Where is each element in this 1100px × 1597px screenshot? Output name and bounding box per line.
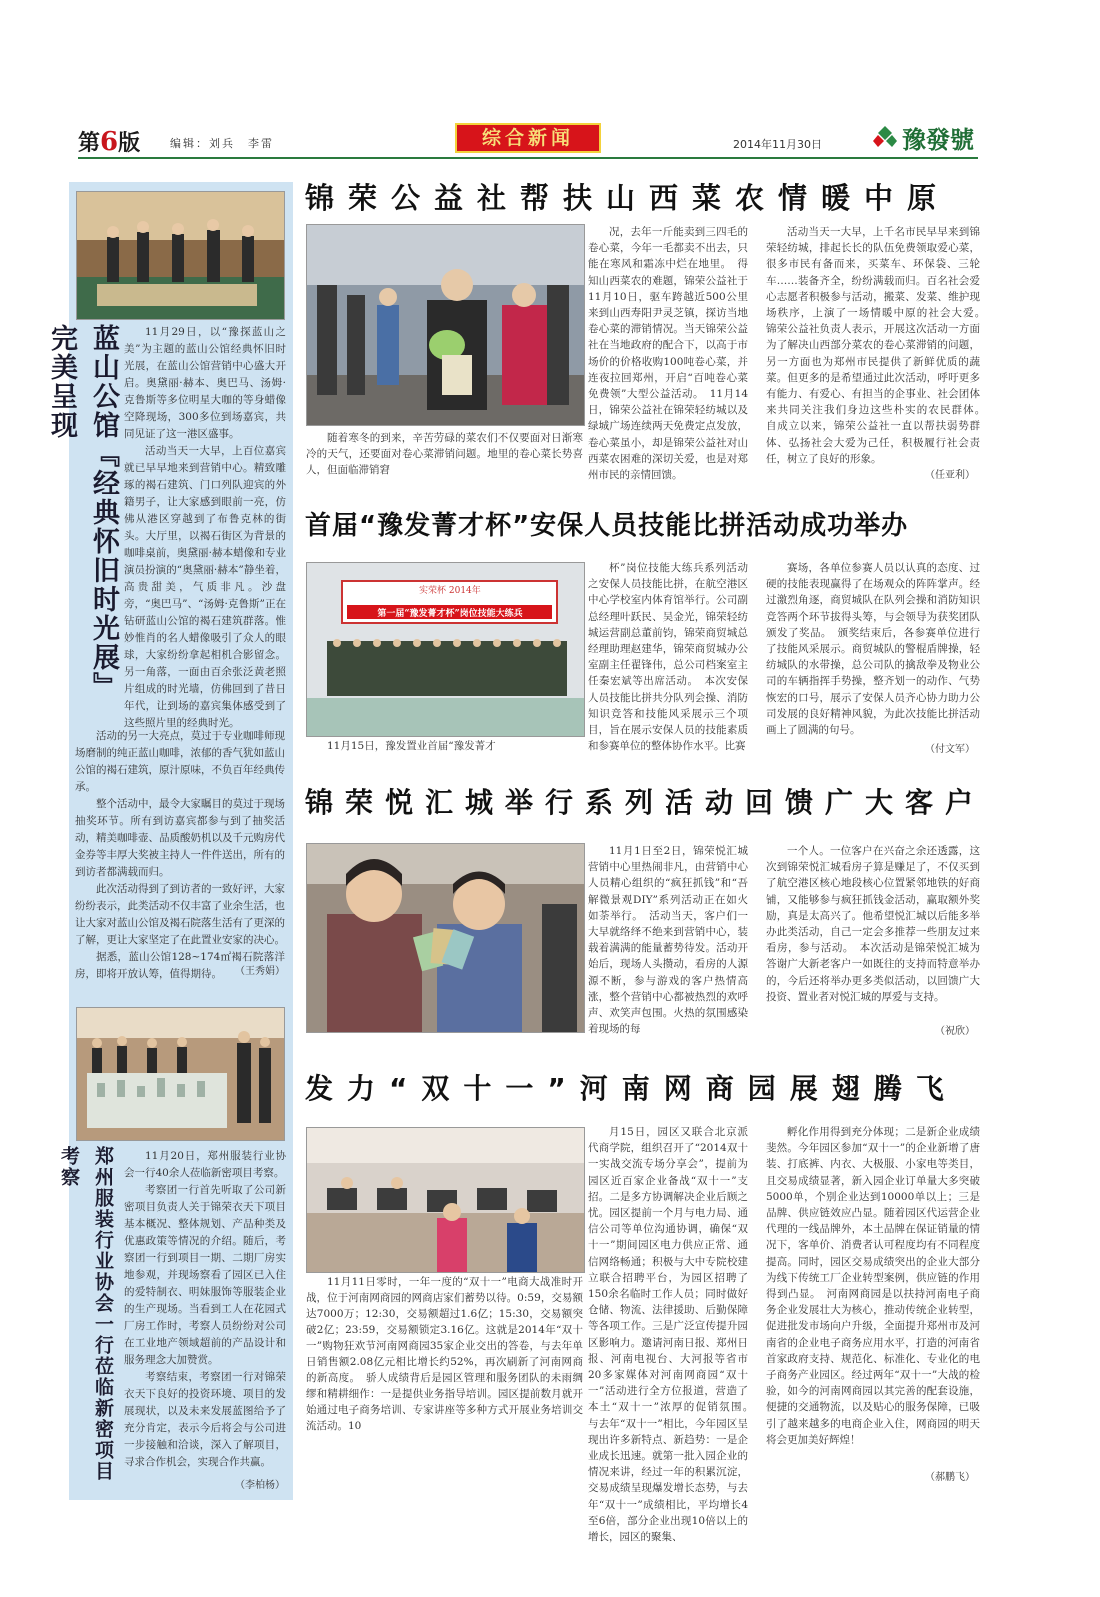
sidebar-article2-body: 11月20日，郑州服装行业协会一行40余人莅临新密项目考察。 考察团一行首先听取了公司新密项目负责人关于锦荣衣天下项目基本概况、整体规划、产品种类及优惠政策等情况的介绍。随后，考察团一行到项目一期、二期厂房实地参观，并现场察看了园区已入住的爱特制衣、明妹服饰等服装企业的生产现场。当看到工人在花园式厂房工作时，考察人员纷纷对公司在工业地产领域超前的产品设计和服务理念大加赞赏。 考察结束，考察团一行对锦荣衣天下良好的投资环境、项目的发展现状，以及未来发展蓝图给予了充分肯定，表示今后将会与公司进一步接触和洽谈，深入了解项目，寻求合作机会，实现合作共赢。	[124, 1150, 286, 1468]
article1-byline: （任亚利）	[925, 470, 975, 481]
article4-photo	[306, 1127, 585, 1273]
logo-text: 豫發號	[902, 125, 974, 154]
sidebar-article1-title: 蓝山公馆『经典怀旧时光展』完美呈现	[46, 324, 119, 701]
section-title: 综合新闻	[455, 123, 601, 153]
sidebar-article2-title: 郑州服装行业协会一行莅临新密项目考察	[58, 1146, 114, 1482]
leaf-logo-icon	[872, 125, 898, 151]
article3-col2: 11月1日至2日，锦荣悦汇城营销中心里热闹非凡，由营销中心人员精心组织的“疯狂抓钱”和“吾解微景观DIY”系列活动正在如火如荼举行。 活动当天，客户们一大早就络绎不绝来到营销中心，装载着满满的能量蓄势待发。活动开始后，现场人头攒动，看房的人源源不断，参与游戏的客户热情高涨，整个营销中心都被热烈的欢呼声、欢笑声包围。火热的氛围感染着现场的每	[588, 845, 748, 1036]
article2-banner-text: 第一届“豫发菁才杯”岗位技能大练兵	[377, 609, 523, 619]
sidebar-article1-byline: （王秀娟）	[235, 966, 285, 977]
article4-col2: 月15日，园区又联合北京派代商学院，组织召开了“2014双十一实战交流专场分享会”，提前为园区近百家企业备战“双十一”支招。二是多方协调解决企业后顾之忧。园区提前一个月与电力局、通信公司等单位沟通协调，确保“双十一”期间园区电力供应正常、通信网络畅通；积极与大中专院校建立联合招聘平台，为园区招聘了150余名临时工作人员；同时做好仓储、物流、法律援助、后勤保障等各项工作。三是广泛宣传提升园区影响力。邀请河南日报、郑州日报、河南电视台、大河报等省市20多家媒体对河南网商园“双十一”活动进行全方位报道，营造了本土“双十一”浓厚的促销氛围。 与去年“双十一”相比，今年园区呈现出许多新特点、新趋势：一是企业成长迅速。就第一批入园企业的情况来讲，经过一年的积累沉淀，交易成绩呈现爆发增长态势，与去年“双十一”成绩相比，平均增长4至6倍，部分企业出现10倍以上的增长，园区的聚集、	[588, 1126, 759, 1544]
editors-line: 编辑：刘兵 李雷	[170, 137, 274, 150]
article2-headline: 首届“豫发菁才杯”安保人员技能比拼活动成功举办	[305, 511, 909, 541]
article4-byline: （郝鹏飞）	[925, 1472, 975, 1483]
masthead-logo	[872, 120, 974, 155]
article2-byline: （付文军）	[925, 744, 975, 755]
article4-headline: 发力“双十一”河南网商园展翅腾飞	[305, 1072, 958, 1105]
issue-date: 2014年11月30日	[733, 138, 822, 151]
article3-photo	[306, 843, 585, 1033]
header-rule	[78, 157, 978, 159]
article1-caption: 随着寒冬的到来，辛苦劳碌的菜农们不仅要面对日渐寒冷的天气，还要面对卷心菜滞销问题。地里的卷心菜长势喜人，但面临滞销窘	[306, 432, 583, 476]
article1-col2: 况，去年一斤能卖到三四毛的卷心菜，今年一毛都卖不出去，只能在寒风和霜冻中烂在地里。 得知山西菜农的难题，锦荣公益社于11月10日，驱车跨越近500公里来到山西寿阳尹灵芝镇，探访当地卷心菜的滞销情况。当天锦荣公益社在当地政府的配合下，以高于市场价的价格收购100吨卷心菜，并连夜拉回郑州，开启“百吨卷心菜免费领”大型公益活动。 11月14日，锦荣公益社在锦荣轻纺城以及绿城广场连续两天免费定点发放，卷心菜虽小，却是锦荣公益社对山西菜农困难的深切关爱，也是对郑州市民的亲情回馈。	[588, 226, 748, 482]
article2-col3: 赛场，各单位参赛人员以认真的态度、过硬的技能表现赢得了在场观众的阵阵掌声。经过激烈角逐，商贸城队在队列会操和消防知识竞答两个环节拔得头筹，与会领导为获奖团队颁发了奖品。 颁奖结束后，各参赛单位进行了技能风采展示。商贸城队的警棍盾牌操，轻纺城队的水带操，总公司队的擒敌拳及物业公司的车辆指挥手势操，整齐划一的动作、气势恢宏的口号，展示了安保人员齐心协力助力公司发展的良好精神风貌，为此次技能比拼活动画上了圆满的句号。	[766, 562, 980, 737]
sidebar-article2-byline: （李柏杨）	[235, 1480, 285, 1491]
article2-caption: 11月15日，豫发置业首届“豫发菁才	[327, 740, 496, 752]
sidebar-photo-waxworks	[76, 191, 285, 320]
article3-col3: 一个人。一位客户在兴奋之余还透露，这次到锦荣悦汇城看房子算是赚足了，不仅买到了航空港区核心地段核心位置紧邻地铁的好商铺，又能够参与疯狂抓钱金活动，赢取额外奖励，真是太高兴了。他希望悦汇城以后能多举办此类活动，自己一定会多推荐一些朋友过来看房，参与活动。 本次活动是锦荣悦汇城为答谢广大新老客户一如既往的支持而特意举办的，今后还将举办更多类似活动，以回馈广大投资、置业者对悦汇城的厚爱与支持。	[766, 845, 980, 1003]
article3-byline: （祝欣）	[935, 1026, 975, 1037]
article2-photo	[306, 562, 585, 737]
sidebar-photo-inspection	[76, 1007, 285, 1141]
article4-caption: 11月11日零时，一年一度的“双十一”电商大战准时开战，位于河南网商园的网商店家们蓄势以待。0:59，交易额达7000万；12:30，交易额超过1.6亿；15:30，交易额突破2亿；23:59，交易额锁定3.16亿。这就是2014年“双十一”购物狂欢节河南网商园35家企业交出的答卷，与去年单日销售额2.08亿元相比增长约52%，再次刷新了河南网商的新高度。 骄人成绩背后是园区管理和服务团队的未雨绸缪和精耕细作：一是提供业务指导培训。园区提前数月就开始通过电子商务培训、专家讲座等多种方式开展业务培训交流活动。10	[306, 1276, 583, 1432]
article4-col3: 孵化作用得到充分体现；二是新企业成绩斐然。今年园区参加“双十一”的企业新增了唐装、打底裤、内衣、大极服、小家电等类目，且交易成绩显著，新入园企业订单量大多突破5000单，个别企业达到10000单以上；三是品牌、供应链效应凸显。随着园区代运营企业代理的一线品牌外，本土品牌在保证销量的情况下，客单价、消费者认可程度均有不同程度提高。同时，园区交易成绩突出的企业大部分为线下传统工厂企业转型案例，供应链的作用得到凸显。 河南网商园是以扶持河南电子商务企业发展壮大为核心，推动传统企业转型，促进批发市场向户升级，全面提升郑州市及河南省的企业电子商务应用水平，打造的河南省首家政府支持、规范化、标准化、专业化的电子商务产业园区。经过两年“双十一”大战的检验，如今的河南网商园以其完善的配套设施，便捷的交通物流，以及贴心的服务保障，已吸引了越来越多的电商企业入住，网商园的明天将会更加美好辉煌！	[766, 1126, 980, 1446]
article3-headline: 锦荣悦汇城举行系列活动回馈广大客户	[305, 786, 986, 819]
article1-col3: 活动当天一大早，上千名市民早早来到锦荣轻纺城，排起长长的队伍免费领取爱心菜，很多市民有备而来，买菜车、环保袋、三轮车……装备齐全，纷纷满载而归。百名社会爱心志愿者积极参与活动，搬菜、发菜、维护现场秩序，上演了一场情暖中原的社会大爱。 锦荣公益社负责人表示，开展这次活动一方面为了解决山西部分菜农的卷心菜滞销的问题，另一方面也为郑州市民提供了新鲜优质的蔬菜。但更多的是希望通过此次活动，呼吁更多有能力、有爱心、有担当的企事业、社会团体来共同关注我们身边这些朴实的农民群体。 自成立以来，锦荣公益社一直以帮扶弱势群体、弘扬社会大爱为己任，积极履行社会责任，树立了良好的形象。	[766, 226, 991, 465]
article2-banner-small: 实荣杯 2014年	[419, 586, 481, 596]
sidebar-article1-intro: 11月29日，以“豫探蓝山之美”为主题的蓝山公馆经典怀旧时光展，在蓝山公馆营销中心盛大开启。奥黛丽·赫本、奥巴马、汤姆·克鲁斯等多位明星大咖的等身蜡像空降现场，300多位到场嘉宾，共同见证了这一港区盛事。 活动当天一大早，上百位嘉宾就已早早地来到营销中心。精致雕琢的褐石建筑、门口列队迎宾的外籍男子，让大家感到眼前一亮，仿佛从港区穿越到了布鲁克林的街头。大厅里，以褐石街区为背景的咖啡桌前，奥黛丽·赫本蜡像和专业演员扮演的“奥黛丽·赫本”静坐着，高贵甜美，气质非凡。沙盘旁，“奥巴马”、“汤姆·克鲁斯”正在钻研蓝山公馆的褐石建筑群落。惟妙惟肖的名人蜡像吸引了众人的眼球，大家纷纷拿起相机合影留念。另一角落，一面由百余张泛黄老照片组成的时光墙，仿佛回到了昔日年代，让到场的嘉宾集体感受到了这些照片里的经典时光。	[124, 326, 286, 729]
sidebar-article1-body: 活动的另一大亮点，莫过于专业咖啡师现场磨制的纯正蓝山咖啡，浓郁的香气犹如蓝山公馆的褐石建筑，原汁原味，不负百年经典传承。 整个活动中，最令大家瞩目的莫过于现场抽奖环节。所有到访嘉宾都参与到了抽奖活动，精美咖啡壶、品质酸奶机以及千元购房代金券等丰厚大奖被主持人一件件送出，所有的到访者都满载而归。 此次活动得到了到访者的一致好评，大家纷纷表示，此类活动不仅丰富了业余生活，也让大家对蓝山公馆及褐石院落生活有了更深的了解，更让大家坚定了在此置业安家的决心。 据悉，蓝山公馆128~174㎡褐石院落洋房，即将开放认筹，值得期待。	[75, 730, 285, 980]
page-number: 第6版	[78, 127, 141, 157]
article1-headline: 锦荣公益社帮扶山西菜农情暖中原	[305, 181, 951, 215]
article2-col2: 杯”岗位技能大练兵系列活动之安保人员技能比拼，在航空港区中心学校室内体育馆举行。公司副总经理叶跃民、吴金光，锦荣轻纺城运营副总董前钧，锦荣商贸城总经理助理赵建华，锦荣商贸城办公室副主任翟锋伟，总公司档案室主任秦宏斌等出席活动。 本次安保人员技能比拼共分队列会操、消防知识竞答和技能风采展示三个项目，旨在展示安保人员的技能素质和参赛单位的整体协作水平。比赛	[588, 562, 748, 753]
article1-photo	[306, 224, 585, 426]
